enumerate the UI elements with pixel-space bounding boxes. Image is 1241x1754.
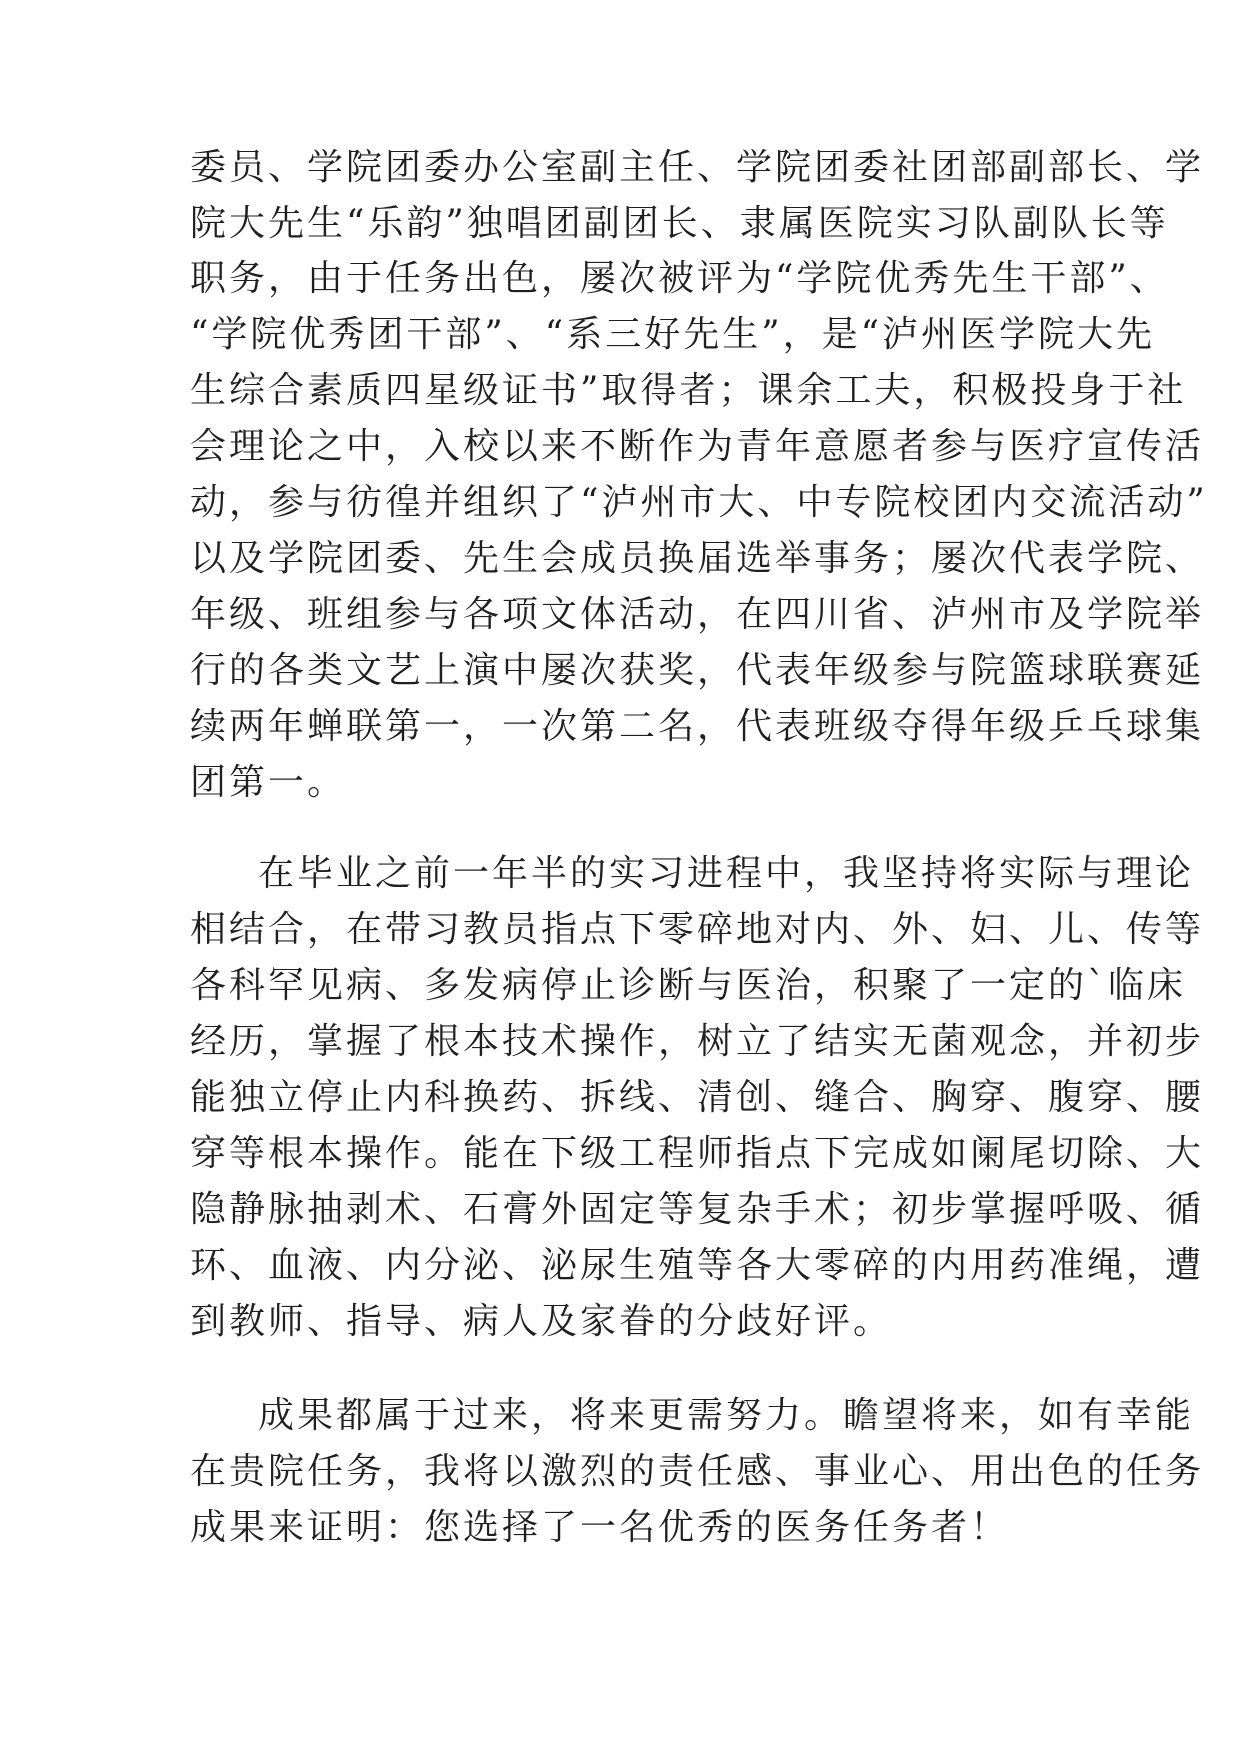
text-line: 相结合，在带习教员指点下零碎地对内、外、妇、儿、传等: [190, 909, 1205, 950]
text-line: 环、血液、内分泌、泌尿生殖等各大零碎的内用药准绳，遭: [190, 1245, 1205, 1286]
text-line: 委员、学院团委办公室副主任、学院团委社团部副部长、学: [190, 147, 1205, 188]
text-line: 以及学院团委、先生会成员换届选举事务；屡次代表学院、: [190, 538, 1205, 579]
text-line: 会理论之中，入校以来不断作为青年意愿者参与医疗宣传活: [190, 426, 1205, 467]
text-line: 在毕业之前一年半的实习进程中，我坚持将实际与理论: [258, 853, 1195, 894]
text-line: “学院优秀团干部”、“系三好先生”，是“泸州医学院大先: [190, 314, 1156, 355]
text-line: 到教师、指导、病人及家眷的分歧好评。: [190, 1301, 893, 1342]
text-line: 动，参与彷徨并组织了“泸州市大、中专院校团内交流活动”: [190, 482, 1208, 523]
text-line: 穿等根本操作。能在下级工程师指点下完成如阑尾切除、大: [190, 1133, 1205, 1174]
text-line: 行的各类文艺上演中屡次获奖，代表年级参与院篮球联赛延: [190, 650, 1205, 691]
text-line: 生综合素质四星级证书”取得者；课余工夫，积极投身于社: [190, 370, 1187, 411]
text-line: 成果来证明：您选择了一名优秀的医务任务者！: [190, 1507, 1010, 1548]
text-line: 续两年蝉联第一，一次第二名，代表班级夺得年级乒乓球集: [190, 706, 1205, 747]
text-line: 在贵院任务，我将以激烈的责任感、事业心、用出色的任务: [190, 1451, 1205, 1492]
text-line: 年级、班组参与各项文体活动，在四川省、泸州市及学院举: [190, 594, 1205, 635]
text-line: 各科罕见病、多发病停止诊断与医治，积聚了一定的`临床: [190, 965, 1187, 1006]
text-line: 能独立停止内科换药、拆线、清创、缝合、胸穿、腹穿、腰: [190, 1077, 1205, 1118]
text-line: 成果都属于过来，将来更需努力。瞻望将来，如有幸能: [258, 1395, 1195, 1436]
text-line: 隐静脉抽剥术、石膏外固定等复杂手术；初步掌握呼吸、循: [190, 1189, 1205, 1230]
text-line: 职务，由于任务出色，屡次被评为“学院优秀先生干部”、: [190, 258, 1169, 299]
text-line: 团第一。: [190, 762, 347, 803]
text-line: 经历，掌握了根本技术操作，树立了结实无菌观念，并初步: [190, 1021, 1205, 1062]
text-line: 院大先生“乐韵”独唱团副团长、隶属医院实习队副队长等: [190, 203, 1169, 244]
